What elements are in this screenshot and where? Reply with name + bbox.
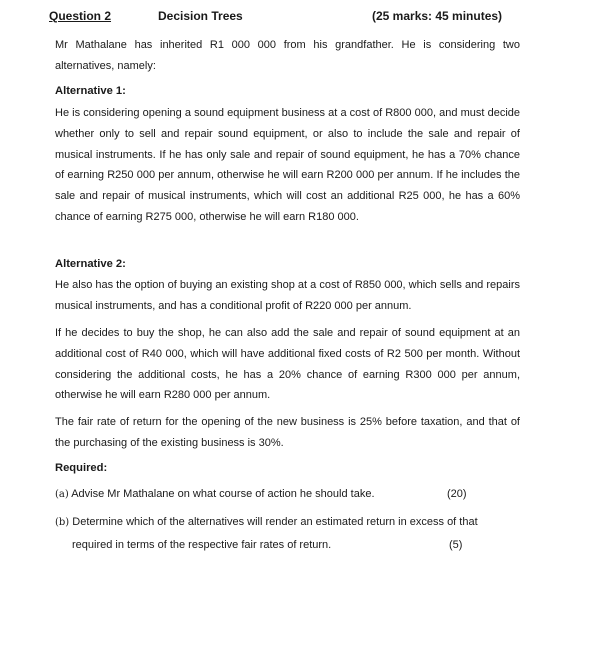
alternative-1-paragraph: He is considering opening a sound equipment business at a cost of R800 000, and must decide whether only to sell and repair sound equipment, or also to include the sale and repair of musical instruments. If he has only sale and repair of sound equipment, he has a 70% chance of earning R250 000 per annum, otherwise he will earn R200 000 per annum. If he includes the sale and repair of musical instruments, which will cost an additional R25 000, he has a 60% chance of earning R275 000, otherwise he will earn R180 000. — [55, 107, 520, 223]
alternative-2-block-1 — [55, 275, 520, 317]
alternative-1-heading: Alternative 1: — [55, 85, 126, 97]
required-item-label: (a) — [55, 489, 69, 500]
alternative-2-paragraph-2: If he decides to buy the shop, he can also add the sale and repair of sound equipment at an additional cost of R40 000, which will have additional fixed costs of R2 500 per month. Without considering the additional costs, he has a 20% chance of earning R300 000 per annum, otherwise he will earn R280 000 per annum. — [55, 327, 520, 402]
fair-rate-paragraph: The fair rate of return for the opening of the new business is 25% before taxation, and that of the purchasing of the existing business is 30%. — [55, 416, 520, 449]
question-topic: Decision Trees — [158, 9, 243, 23]
required-item-label: (b) — [55, 517, 70, 528]
fair-rate-block — [55, 412, 520, 454]
alternative-1-block — [55, 103, 520, 228]
question-marks: (25 marks: 45 minutes) — [372, 9, 503, 23]
alternative-2-block-2 — [55, 323, 520, 406]
required-item-marks: (5) — [449, 539, 463, 551]
required-heading: Required: — [55, 462, 108, 474]
alternative-2-heading: Alternative 2: — [55, 258, 126, 270]
intro-paragraph: Mr Mathalane has inherited R1 000 000 from his grandfather. He is considering two alternatives, namely: — [55, 39, 520, 72]
required-item-continuation: required in terms of the respective fair rates of return. — [72, 539, 332, 551]
alternative-2-paragraph-1: He also has the option of buying an existing shop at a cost of R850 000, which sells and repairs musical instruments, and has a conditional profit of R220 000 per annum. — [55, 279, 520, 312]
required-item-text: Determine which of the alternatives will render an estimated return in excess of that — [72, 516, 478, 528]
intro-block — [55, 35, 520, 77]
required-item-marks: (20) — [447, 488, 467, 500]
question-number: Question 2 — [49, 9, 112, 23]
required-item-text: Advise Mr Mathalane on what course of action he should take. — [71, 488, 375, 500]
